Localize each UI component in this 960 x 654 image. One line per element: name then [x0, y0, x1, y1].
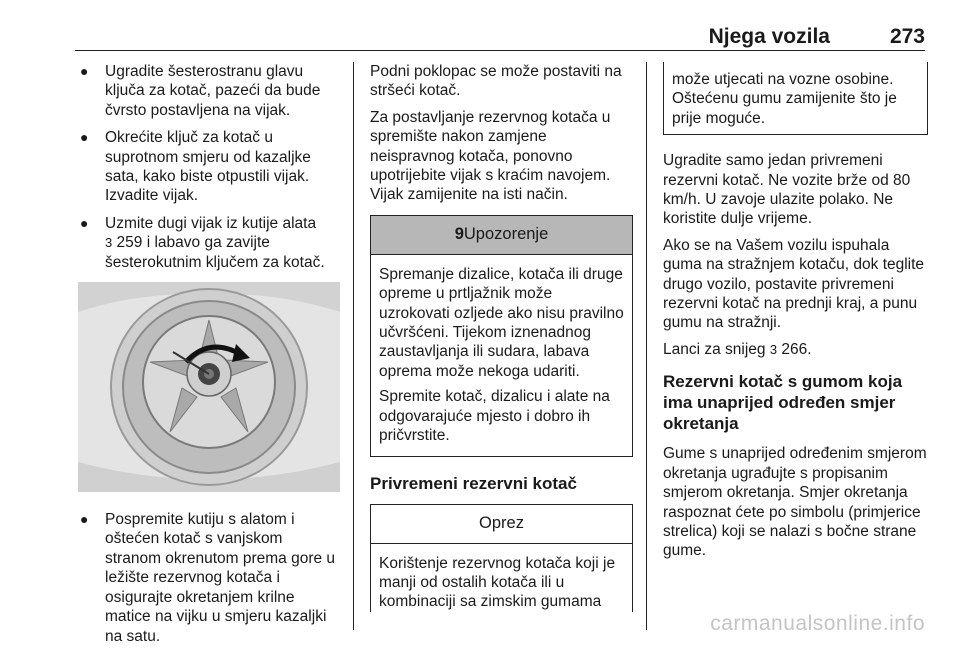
page-reference[interactable]: 259 i labavo ga zavijte šesterokutnim ključem za kotač. — [105, 234, 325, 271]
column-divider — [353, 62, 354, 630]
warning-body: Spremanje dizalice, kotača ili druge opreme u prtljažnik može uzrokovati ozljede ako nisu pravilno učvršćeni. Tijekom iznenadnog zaustavljanja ili sudara, labava oprema može nekoga udariti. Spremite kotač, dizalicu i alate na odgovarajuće mjesto i dobro ih pričvrstite. — [379, 265, 624, 445]
paragraph: Lanci za snijeg 3 266. — [663, 340, 812, 358]
page-reference[interactable]: 266. — [781, 340, 812, 358]
list-item: ● Uzmite dugi vijak iz kutije alata 3 259 i labavo ga zavijte šesterokutnim ključem za kotač. — [80, 214, 325, 271]
page-title: Njega vozila — [708, 25, 830, 48]
section-heading: Rezervni kotač s gumom koja ima unaprijed određen smjer okretanja — [663, 372, 903, 434]
caution-box — [370, 504, 633, 612]
spare-wheel-illustration — [78, 282, 340, 492]
list-item: ● Ugradite šesterostranu glavu ključa za kotač, pazeći da bude čvrsto postavljena na vijak. — [80, 63, 321, 119]
section-heading: Privremeni rezervni kotač — [370, 473, 577, 493]
caution-body: Korištenje rezervnog kotača koji je manji od ostalih kotača ili u kombinaciji sa zimskim gumama — [379, 554, 616, 611]
column-3 — [663, 62, 928, 568]
bullet-icon: ● — [80, 63, 89, 79]
paragraph: Ugradite samo jedan privremeni rezervni kotač. Ne vozite brže od 80 km/h. U zavoje ulazite polako. Ne koristite dulje vrijeme. — [663, 152, 911, 228]
bullet-icon: ● — [80, 511, 89, 528]
column-2 — [370, 62, 633, 612]
page-header — [75, 16, 925, 51]
list-item: ● Pospremite kutiju s alatom i oštećen kotač s vanjskom stranom okrenutom prema gore u ležište rezervnog kotača i osigurajte okretanjem krilne matice na vijku u smjeru kazaljki na satu. — [80, 511, 336, 645]
warning-triangle-icon: 9 — [454, 225, 464, 244]
wheel-image — [78, 282, 340, 492]
list-item: ● Okrećite ključ za kotač u suprotnom smjeru od kazaljke sata, kako biste otpustili vijak. Izvadite vijak. — [80, 129, 311, 205]
page-number: 273 — [889, 25, 925, 48]
warning-header — [371, 216, 632, 255]
paragraph: Podni poklopac se može postaviti na stršeći kotač. — [370, 63, 622, 100]
bullet-icon: ● — [80, 129, 89, 146]
bullet-icon: ● — [80, 214, 89, 231]
warning-title: Upozorenje — [463, 225, 549, 244]
watermark: carmanualsonline.info — [710, 612, 925, 635]
caution-title: Oprez — [479, 513, 524, 532]
paragraph: Ako se na Vašem vozilu ispuhala guma na stražnjem kotaču, dok teglite drugo vozilo, postavite privremeni rezervni kotač na prednji kraj, a punu gumu na stražnji. — [663, 236, 925, 332]
warning-box — [370, 215, 633, 457]
column-divider — [646, 62, 647, 630]
paragraph: Gume s unaprijed određenim smjerom okretanja ugrađujte s propisanim smjerom okretanja. Smjer okretanja raspoznat ćete po simbolu (primjerice strelica) koji se nalazi s bočne strane gume. — [663, 445, 927, 560]
column-1 — [78, 62, 340, 654]
paragraph: Za postavljanje rezervnog kotača u spremište nakon zamjene neispravnog kotača, ponovno upotrijebite vijak s kraćim navojem. Vijak zamijenite na isti način. — [370, 108, 611, 204]
reference-arrow-icon: 3 — [105, 235, 113, 251]
caution-box-continued: može utjecati na vozne osobine. Oštećenu gumu zamijenite što je prije moguće. — [663, 62, 928, 135]
reference-arrow-icon: 3 — [769, 341, 778, 357]
caution-header — [371, 505, 632, 544]
